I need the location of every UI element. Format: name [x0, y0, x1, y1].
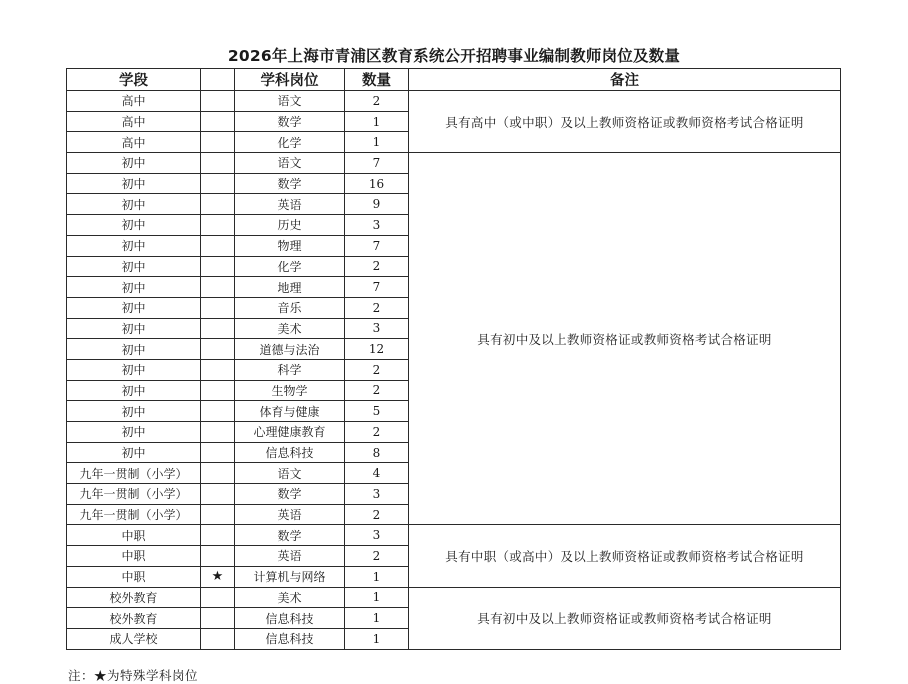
cell-count: 3: [345, 525, 409, 546]
table-row: [67, 153, 841, 174]
cell-count: 2: [345, 91, 409, 112]
remark-junior-high: 具有初中及以上教师资格证或教师资格考试合格证明: [409, 153, 841, 525]
cell-mark: [201, 256, 235, 277]
cell-subject: 心理健康教育: [235, 422, 345, 443]
cell-count: 2: [345, 504, 409, 525]
cell-mark: [201, 422, 235, 443]
cell-count: 12: [345, 339, 409, 360]
cell-subject: 美术: [235, 318, 345, 339]
cell-count: 2: [345, 256, 409, 277]
cell-count: 3: [345, 215, 409, 236]
cell-subject: 信息科技: [235, 628, 345, 649]
cell-subject: 美术: [235, 587, 345, 608]
cell-stage: 中职: [67, 566, 201, 587]
cell-count: 5: [345, 401, 409, 422]
cell-mark: [201, 111, 235, 132]
cell-count: 3: [345, 318, 409, 339]
cell-mark: [201, 463, 235, 484]
cell-count: 2: [345, 359, 409, 380]
cell-subject: 语文: [235, 153, 345, 174]
cell-subject: 地理: [235, 277, 345, 298]
cell-mark: [201, 628, 235, 649]
cell-subject: 科学: [235, 359, 345, 380]
cell-stage: 校外教育: [67, 587, 201, 608]
cell-subject: 化学: [235, 256, 345, 277]
cell-subject: 英语: [235, 546, 345, 567]
table-row: [67, 525, 841, 546]
cell-stage: 高中: [67, 91, 201, 112]
cell-count: 16: [345, 173, 409, 194]
positions-table: [66, 68, 841, 650]
cell-subject: 英语: [235, 504, 345, 525]
cell-count: 1: [345, 608, 409, 629]
cell-subject: 生物学: [235, 380, 345, 401]
cell-subject: 体育与健康: [235, 401, 345, 422]
cell-stage: 初中: [67, 339, 201, 360]
cell-mark: [201, 504, 235, 525]
cell-stage: 初中: [67, 256, 201, 277]
cell-stage: 初中: [67, 422, 201, 443]
cell-stage: 初中: [67, 194, 201, 215]
cell-mark: [201, 484, 235, 505]
header-mark: [201, 69, 235, 91]
cell-count: 2: [345, 297, 409, 318]
cell-stage: 初中: [67, 318, 201, 339]
cell-mark: [201, 173, 235, 194]
footnote: 注：★为特殊学科岗位: [68, 668, 199, 683]
star-icon: ★: [201, 566, 235, 587]
cell-mark: [201, 132, 235, 153]
cell-subject: 物理: [235, 235, 345, 256]
cell-count: 1: [345, 111, 409, 132]
cell-stage: 九年一贯制（小学）: [67, 504, 201, 525]
cell-stage: 九年一贯制（小学）: [67, 484, 201, 505]
cell-stage: 成人学校: [67, 628, 201, 649]
cell-mark: [201, 401, 235, 422]
cell-subject: 计算机与网络: [235, 566, 345, 587]
cell-subject: 数学: [235, 111, 345, 132]
cell-count: 2: [345, 546, 409, 567]
remark-outside-school: 具有初中及以上教师资格证或教师资格考试合格证明: [409, 587, 841, 649]
cell-stage: 中职: [67, 546, 201, 567]
cell-mark: [201, 339, 235, 360]
cell-stage: 校外教育: [67, 608, 201, 629]
cell-mark: [201, 215, 235, 236]
remark-vocational: 具有中职（或高中）及以上教师资格证或教师资格考试合格证明: [409, 525, 841, 587]
cell-subject: 数学: [235, 525, 345, 546]
cell-mark: [201, 525, 235, 546]
cell-stage: 高中: [67, 132, 201, 153]
cell-stage: 初中: [67, 277, 201, 298]
table-row: [67, 587, 841, 608]
cell-mark: [201, 359, 235, 380]
cell-stage: 初中: [67, 380, 201, 401]
cell-count: 7: [345, 235, 409, 256]
cell-mark: [201, 608, 235, 629]
cell-mark: [201, 442, 235, 463]
table-header-row: [67, 69, 841, 91]
cell-count: 1: [345, 132, 409, 153]
cell-stage: 初中: [67, 153, 201, 174]
cell-mark: [201, 194, 235, 215]
header-subject: 学科岗位: [235, 69, 345, 91]
cell-count: 9: [345, 194, 409, 215]
cell-subject: 语文: [235, 463, 345, 484]
cell-count: 1: [345, 566, 409, 587]
cell-count: 4: [345, 463, 409, 484]
cell-subject: 历史: [235, 215, 345, 236]
cell-stage: 初中: [67, 215, 201, 236]
header-stage: 学段: [67, 69, 201, 91]
cell-stage: 高中: [67, 111, 201, 132]
cell-stage: 初中: [67, 297, 201, 318]
cell-mark: [201, 380, 235, 401]
cell-stage: 九年一贯制（小学）: [67, 463, 201, 484]
cell-stage: 初中: [67, 442, 201, 463]
cell-mark: [201, 153, 235, 174]
cell-count: 1: [345, 628, 409, 649]
cell-count: 3: [345, 484, 409, 505]
cell-subject: 数学: [235, 173, 345, 194]
cell-count: 1: [345, 587, 409, 608]
cell-mark: [201, 91, 235, 112]
header-remark: 备注: [409, 69, 841, 91]
cell-mark: [201, 318, 235, 339]
header-count: 数量: [345, 69, 409, 91]
cell-mark: [201, 297, 235, 318]
cell-subject: 音乐: [235, 297, 345, 318]
cell-stage: 中职: [67, 525, 201, 546]
cell-mark: [201, 235, 235, 256]
page-title: 2026年上海市青浦区教育系统公开招聘事业编制教师岗位及数量: [227, 47, 681, 65]
cell-count: 7: [345, 277, 409, 298]
cell-mark: [201, 546, 235, 567]
cell-count: 2: [345, 422, 409, 443]
cell-subject: 信息科技: [235, 608, 345, 629]
cell-subject: 信息科技: [235, 442, 345, 463]
cell-count: 2: [345, 380, 409, 401]
table-row: [67, 91, 841, 112]
cell-mark: [201, 587, 235, 608]
cell-subject: 英语: [235, 194, 345, 215]
cell-stage: 初中: [67, 359, 201, 380]
cell-subject: 道德与法治: [235, 339, 345, 360]
cell-count: 8: [345, 442, 409, 463]
cell-mark: [201, 277, 235, 298]
cell-subject: 化学: [235, 132, 345, 153]
cell-stage: 初中: [67, 173, 201, 194]
remark-high-school: 具有高中（或中职）及以上教师资格证或教师资格考试合格证明: [409, 91, 841, 153]
cell-count: 7: [345, 153, 409, 174]
cell-subject: 数学: [235, 484, 345, 505]
cell-stage: 初中: [67, 401, 201, 422]
cell-subject: 语文: [235, 91, 345, 112]
cell-stage: 初中: [67, 235, 201, 256]
